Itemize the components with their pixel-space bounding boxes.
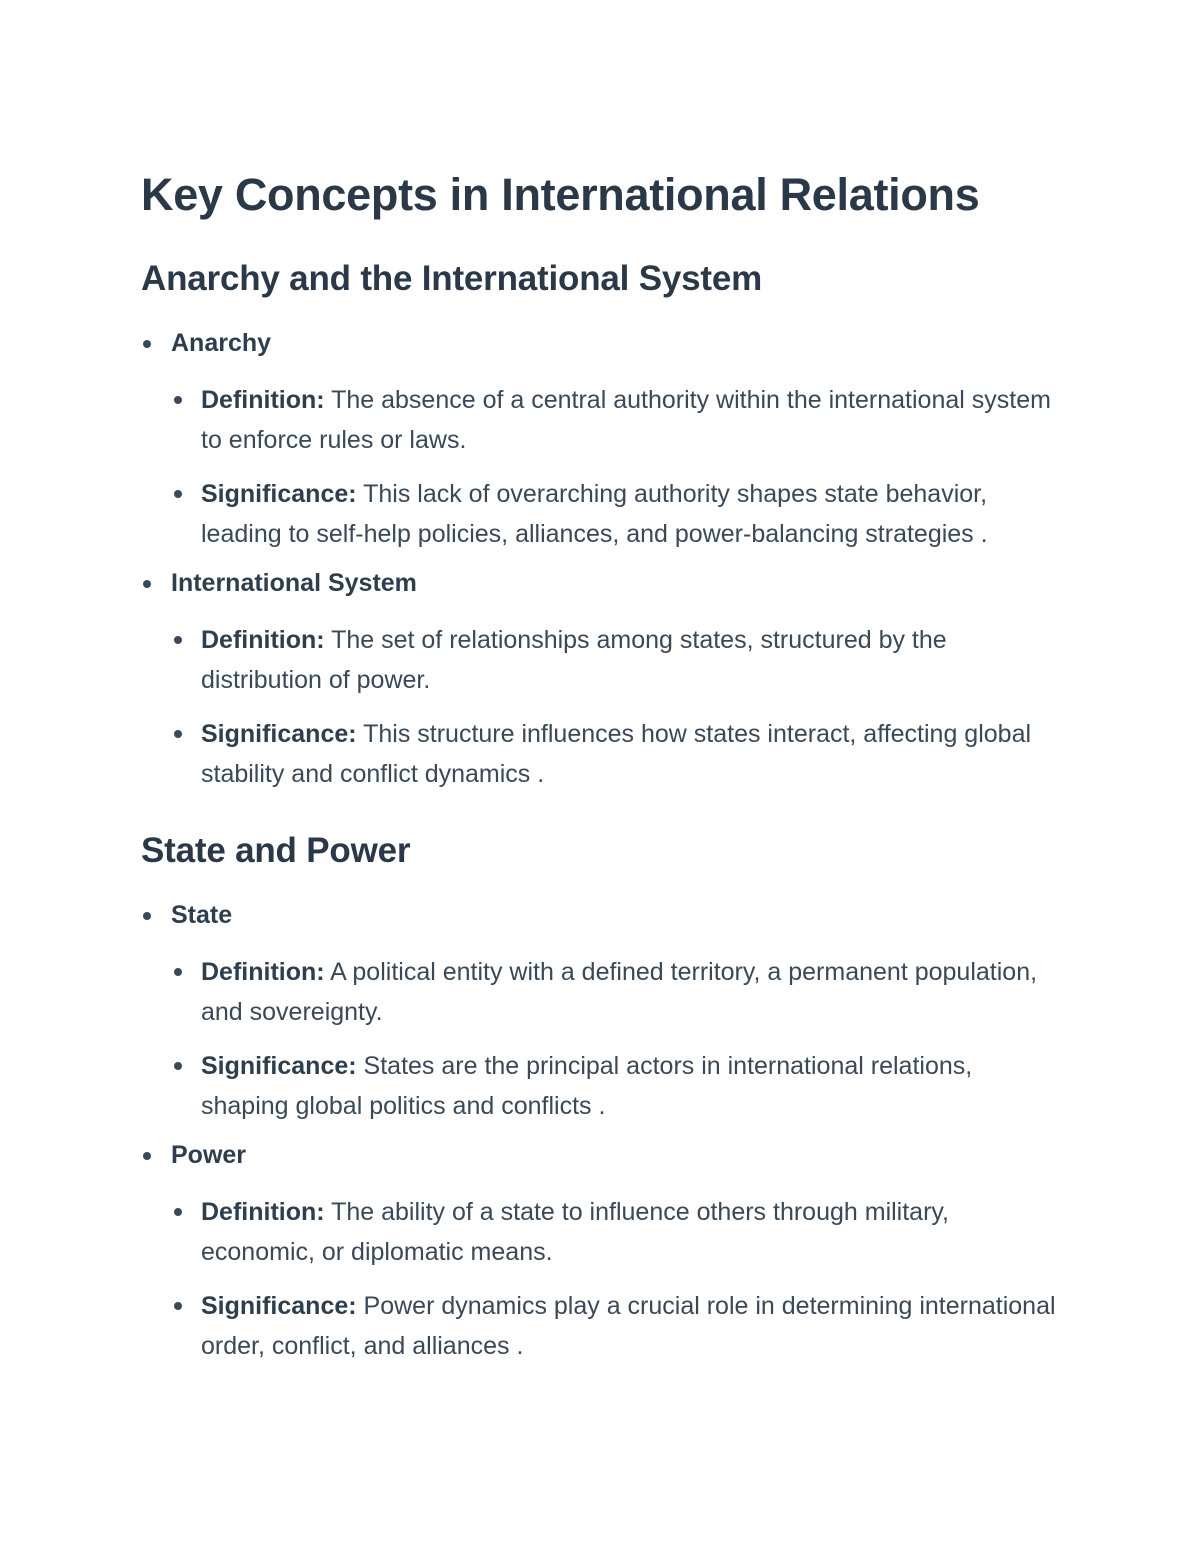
topic-list-state-power [141,900,1061,1366]
bullet-icon [143,340,151,348]
significance-key: Significance: [201,480,357,508]
significance-text: This structure influences how states interact, affecting global stability and conflict dynamics . [201,720,1032,788]
significance-key: Significance: [201,1292,357,1320]
section-heading-state-power: State and Power [141,831,411,870]
topic-power [141,1140,1061,1366]
sub-list [171,620,1061,794]
topic-label: Power [171,1141,247,1169]
bullet-icon [174,968,182,976]
bullet-icon [143,1152,151,1160]
significance-item [171,714,1061,794]
document-page [141,168,1061,1380]
sub-list [171,380,1061,554]
bullet-icon [174,636,182,644]
topic-international-system [141,568,1061,794]
significance-key: Significance: [201,1052,357,1080]
significance-text: States are the principal actors in international relations, shaping global politics and conflicts . [201,1052,973,1120]
definition-text: The set of relationships among states, structured by the distribution of power. [201,626,947,694]
definition-text: The absence of a central authority within the international system to enforce rules or laws. [201,386,1051,454]
bullet-icon [174,396,182,404]
definition-key: Definition: [201,626,325,654]
sub-list [171,952,1061,1126]
topic-label: State [171,901,233,929]
topic-anarchy [141,328,1061,554]
document-title: Key Concepts in International Relations [141,169,980,220]
definition-key: Definition: [201,958,325,986]
definition-key: Definition: [201,1198,325,1226]
significance-item [171,1046,1061,1126]
bullet-icon [174,1062,182,1070]
definition-key: Definition: [201,386,325,414]
topic-list-anarchy [141,328,1061,794]
sub-list [171,1192,1061,1366]
definition-text: The ability of a state to influence others through military, economic, or diplomatic means. [201,1198,949,1266]
section-heading-anarchy: Anarchy and the International System [141,259,763,298]
topic-state [141,900,1061,1126]
bullet-icon [143,912,151,920]
definition-item [171,620,1061,700]
bullet-icon [174,490,182,498]
definition-text: A political entity with a defined territory, a permanent population, and sovereignty. [201,958,1038,1026]
significance-key: Significance: [201,720,357,748]
topic-label: International System [171,569,417,597]
bullet-icon [174,1208,182,1216]
significance-text: This lack of overarching authority shapes state behavior, leading to self-help policies, alliances, and power-balancing strategies . [201,480,988,548]
bullet-icon [174,730,182,738]
topic-label: Anarchy [171,329,272,357]
significance-item [171,1286,1061,1366]
bullet-icon [174,1302,182,1310]
bullet-icon [143,580,151,588]
definition-item [171,1192,1061,1272]
significance-text: Power dynamics play a crucial role in determining international order, conflict, and alliances . [201,1292,1056,1360]
significance-item [171,474,1061,554]
definition-item [171,380,1061,460]
definition-item [171,952,1061,1032]
